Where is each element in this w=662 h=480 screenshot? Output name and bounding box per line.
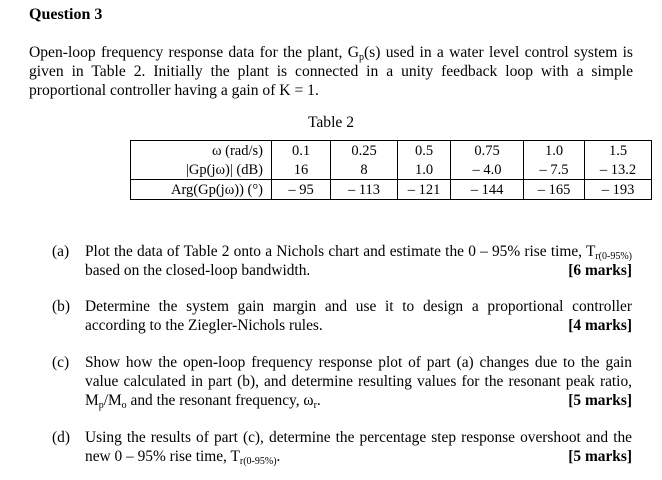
- question-a: (a) Plot the data of Table 2 onto a Nichols chart and estimate the 0 – 95% rise time, $T_{r(0-95\%)}$ based on the closed-loop bandwidth. [6 marks]: [52, 243, 632, 279]
- table-cell: 1.0: [398, 160, 451, 180]
- intro-paragraph: Open-loop frequency response data for the plant, $G_p(s)$ used in a water level control system is given in Table 2. Initially the plant is connected in a unity feedback loop with a simple proportional controller having a gain of K = 1.: [29, 44, 633, 99]
- marks-label: [6 marks]: [568, 262, 632, 279]
- table-cell: 16: [272, 160, 331, 180]
- table-row: [131, 141, 652, 161]
- table-cell: 0.25: [331, 141, 398, 161]
- frequency-response-table: [130, 140, 652, 200]
- table-cell: 0.5: [398, 141, 451, 161]
- table-row: [131, 160, 652, 180]
- table-cell: – 13.2: [585, 160, 652, 180]
- question-label: (d): [52, 429, 70, 446]
- table-cell: – 4.0: [451, 160, 524, 180]
- table-cell: – 144: [451, 180, 524, 200]
- row-label: |Gp(jω)| (dB): [131, 160, 272, 180]
- question-c: (c) Show how the open-loop frequency response plot of part (a) changes due to the gain value calculated in part (b), and determine resulting values for the resonant peak ratio, $M_p/M_o$ and the resonant frequency, $\omega_r$. [5 marks]: [52, 354, 632, 411]
- table-cell: – 95: [272, 180, 331, 200]
- marks-label: [5 marks]: [568, 448, 632, 465]
- table-cell: 1.5: [585, 141, 652, 161]
- marks-label: [4 marks]: [568, 317, 632, 334]
- table-cell: 1.0: [524, 141, 585, 161]
- table-cell: – 7.5: [524, 160, 585, 180]
- row-label: ω (rad/s): [131, 141, 272, 161]
- table-cell: – 121: [398, 180, 451, 200]
- table-cell: – 193: [585, 180, 652, 200]
- question-d: (d) Using the results of part (c), determine the percentage step response overshoot and the new 0 – 95% rise time, $T_{r(0-95\%)}$. [5 marks]: [52, 429, 632, 467]
- question-label: (b): [52, 298, 70, 315]
- question-heading: Question 3: [29, 6, 103, 23]
- table-cell: 0.75: [451, 141, 524, 161]
- table-row: [131, 180, 652, 200]
- table-cell: 8: [331, 160, 398, 180]
- row-label: Arg(Gp(jω)) (°): [131, 180, 272, 200]
- marks-label: [5 marks]: [568, 392, 632, 409]
- table-cell: – 165: [524, 180, 585, 200]
- table-cell: 0.1: [272, 141, 331, 161]
- table-caption: Table 2: [307, 114, 355, 131]
- question-b: (b) Determine the system gain margin and use it to design a proportional controller according to the Ziegler-Nichols rules. [4 marks]: [52, 298, 632, 334]
- table-cell: – 113: [331, 180, 398, 200]
- question-label: (a): [52, 243, 70, 260]
- question-label: (c): [52, 354, 70, 371]
